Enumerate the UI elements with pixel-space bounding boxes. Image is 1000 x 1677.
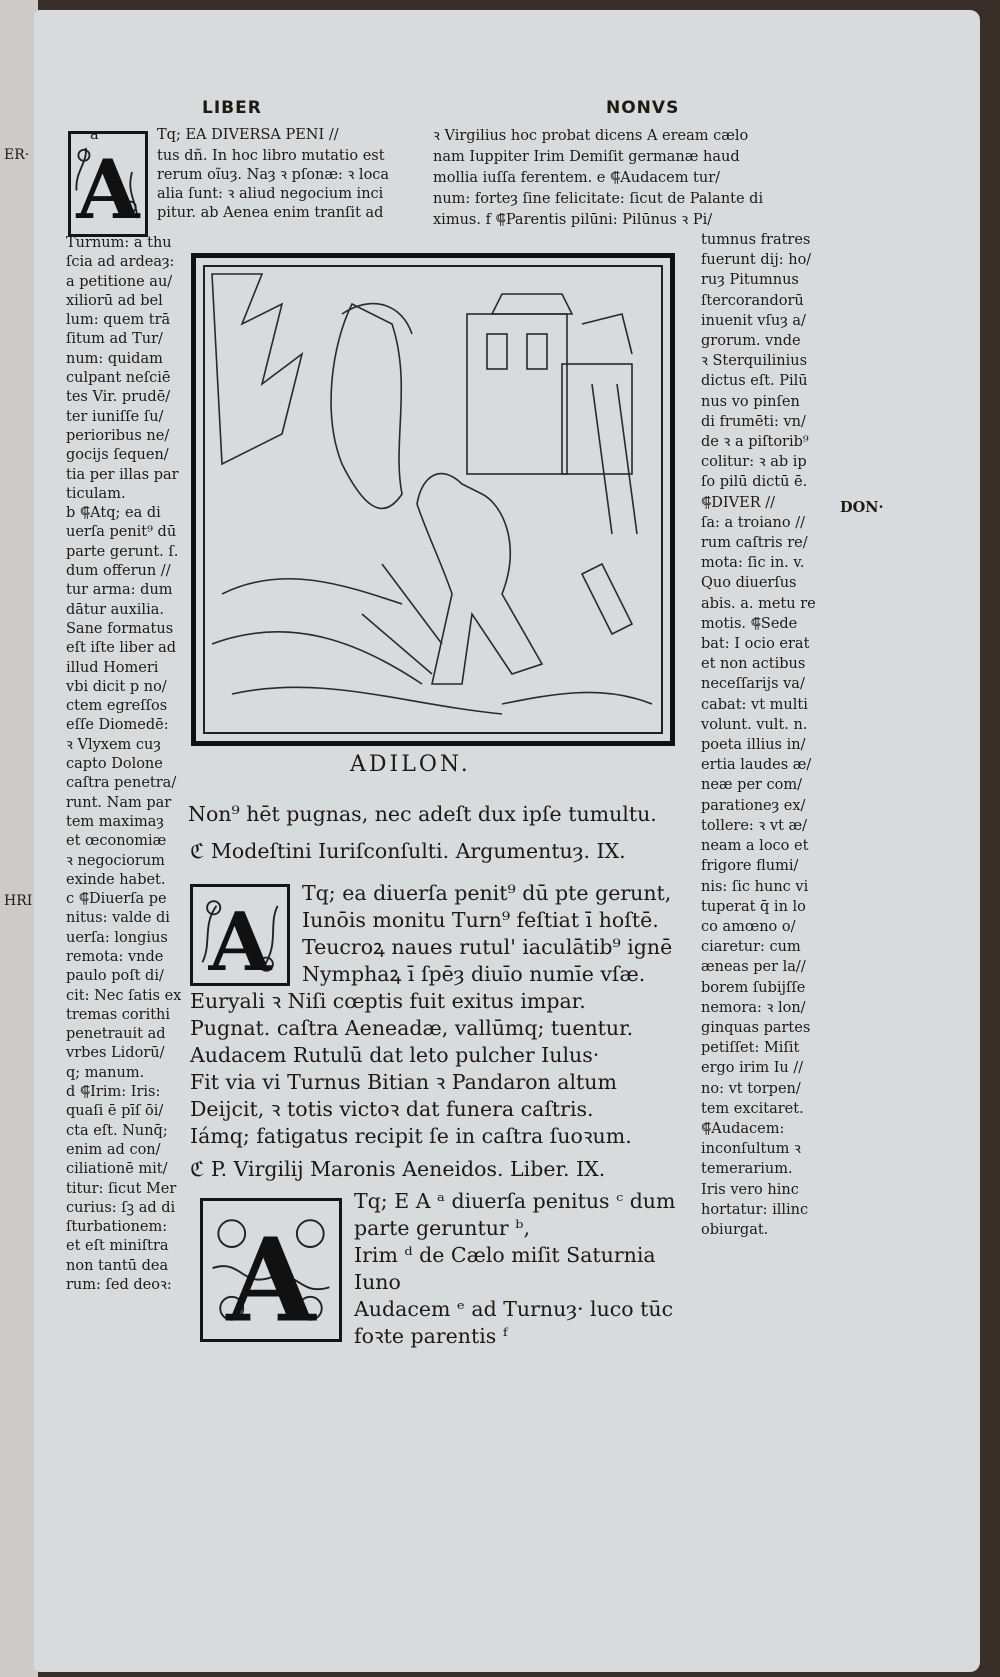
commentary-line: dātur auxilia. [66, 601, 164, 618]
commentary-line: ciliationē mit/ [66, 1161, 168, 1178]
commentary-line: tumnus fratres [701, 232, 811, 248]
commentary-line: et non actibus [701, 656, 806, 673]
commentary-line: inuenit vſuȝ a/ [701, 312, 806, 329]
argument-line: Fit via vi Turnus Bitian ꝛ Pandaron altum [190, 1070, 617, 1094]
commentary-line: ciaretur: cum [701, 939, 801, 956]
commentary-line: alia ſunt: ꝛ aliud negocium inci [157, 186, 384, 202]
commentary-top-left [157, 147, 389, 223]
commentary-line: volunt. vult. n. [701, 716, 808, 733]
decorated-initial-a [190, 884, 290, 986]
commentary-line: dum offerun // [66, 563, 171, 580]
running-head-left: LIBER [202, 98, 262, 118]
commentary-line: paulo poſt di/ [66, 968, 164, 985]
commentary-line: c ⸿Diuerſa pe [66, 891, 167, 908]
commentary-line: co amœno o/ [701, 918, 796, 935]
commentary-line: Quo diuerſus [701, 575, 797, 592]
poem-line: Irim ᵈ de Cælo miſit Saturnia [354, 1243, 656, 1267]
commentary-line: uerſa: longius [66, 929, 168, 946]
commentary-line: rerum oĩuȝ. Naȝ ꝛ pſonæ: ꝛ loca [157, 167, 390, 183]
svg-text:A: A [208, 894, 272, 983]
commentary-line: curius: ſꝫ ad di [66, 1199, 176, 1216]
commentary-line: no: vt torpen/ [701, 1080, 801, 1097]
commentary-line: borem ſubijſſe [701, 979, 806, 996]
commentary-line: mota: ſic in. v. [701, 555, 805, 572]
commentary-line: penetrauit ad [66, 1026, 166, 1043]
commentary-line: exinde habet. [66, 871, 166, 888]
commentary-line: neam a loco et [701, 838, 809, 855]
woodcut-scene-icon [202, 264, 664, 735]
commentary-line: ꝛ Virgilius hoc probat dicens A eream cælo [433, 128, 749, 144]
commentary-line: frigore flumi/ [701, 858, 799, 875]
commentary-line: colitur: ꝛ ab ip [701, 454, 807, 471]
commentary-line: temerarium. [701, 1161, 793, 1178]
commentary-line: cit: Nec ſatis ex [66, 987, 182, 1004]
running-head-right: NONVS [606, 98, 680, 118]
commentary-line: Sane formatus [66, 620, 174, 637]
initial-a-icon [71, 134, 145, 234]
argument-line: Nymphaꝝ ī ſpēȝ diuīo numīe vſæ. [302, 962, 646, 986]
commentary-line: ſcia ad ardeaȝ: [66, 254, 175, 271]
commentary-line: enim ad con/ [66, 1141, 161, 1158]
argument-line: Tq; ea diuerſa penit⁹ dū pte gerunt, [302, 881, 672, 905]
commentary-line: tem maximaȝ [66, 813, 164, 830]
argument-line: Euryali ꝛ Niſi cœptis fuit exitus impar. [190, 989, 586, 1013]
commentary-line: di frumēti: vn/ [701, 413, 806, 430]
initial-a-icon [193, 887, 287, 983]
commentary-line: bat: I ocio erat [701, 636, 810, 653]
poem-line: Iuno [354, 1270, 401, 1294]
poem-line: Tq; E A ᵃ diuerſa penitus ᶜ dum [354, 1189, 676, 1213]
commentary-line: tus dñ. In hoc libro mutatio est [157, 148, 385, 164]
commentary-line: runt. Nam par [66, 794, 172, 811]
commentary-line: parte gerunt. ſ. [66, 543, 179, 560]
argument-opening [302, 880, 672, 988]
commentary-line: neæ per com/ [701, 777, 803, 794]
prev-margin-note: ER· [4, 147, 30, 163]
commentary-line: et œconomiæ [66, 833, 167, 850]
argument-line: Iunōis monitu Turn⁹ feſtiat ī hoſtē. [302, 908, 659, 932]
previous-page-edge [0, 0, 38, 1677]
commentary-line: d ⸿Irim: Iris: [66, 1084, 161, 1101]
commentary-line: ertia laudes æ/ [701, 757, 812, 774]
commentary-line: illud Homeri [66, 659, 159, 676]
commentary-line: num: forteȝ ſine felicitate: ſicut de Palante di [433, 191, 764, 207]
commentary-line: num: quidam [66, 350, 163, 367]
commentary-line: eſſe Diomedē: [66, 717, 169, 734]
commentary-line: pitur. ab Aenea enim tranſit ad [157, 205, 384, 221]
commentary-line: rum: ſed deoꝛ: [66, 1277, 172, 1294]
commentary-line: q; manum. [66, 1064, 145, 1081]
commentary-line: ⸿Audacem: [701, 1120, 785, 1137]
commentary-line: tem excitaret. [701, 1100, 804, 1117]
commentary-line: a petitione au/ [66, 273, 173, 290]
commentary-line: remota: vnde [66, 948, 164, 965]
commentary-line: petiſſet: Miſit [701, 1040, 800, 1057]
commentary-line: ter iuniſſe ſu/ [66, 408, 164, 425]
commentary-line: mollia iuſſa ferentem. e ⸿Audacem tur/ [433, 170, 721, 186]
poem-line: parte geruntur ᵇ, [354, 1216, 530, 1240]
commentary-line: capto Dolone [66, 756, 163, 773]
commentary-line: ruȝ Pitumnus [701, 272, 799, 289]
commentary-line: culpant neſciē [66, 370, 171, 387]
decorated-initial-a [68, 131, 148, 237]
commentary-line: ſitum ad Tur/ [66, 331, 163, 348]
commentary-line: ꝛ Vlyxem cuȝ [66, 736, 161, 753]
commentary-line: Turnum: a thu [66, 235, 172, 251]
commentary-line: ginquas partes [701, 1019, 811, 1036]
commentary-number: a [90, 127, 99, 143]
poem-line: Audacem ᵉ ad Turnuȝ· luco tūc [354, 1297, 674, 1321]
commentary-line: tur arma: dum [66, 582, 173, 599]
commentary-line: nitus: valde di [66, 910, 170, 927]
commentary-line: ꝛ negociorum [66, 852, 165, 869]
argument-line: Teucroꝝ naues rutul' iaculātib⁹ ignē [302, 935, 673, 959]
commentary-line: quaſi ē pīſ ōi/ [66, 1103, 164, 1120]
margin-note-right: DON· [840, 499, 884, 516]
commentary-line: parationeȝ ex/ [701, 797, 806, 814]
commentary-line: de ꝛ a piſtorib⁹ [701, 434, 809, 451]
commentary-line: tuperat q̄ in lo [701, 898, 806, 915]
woodcut-illustration [191, 253, 675, 746]
commentary-line: caſtra penetra/ [66, 775, 177, 792]
commentary-line: rum caſtris re/ [701, 535, 808, 552]
argument-lines [190, 988, 633, 1150]
argument-line: Pugnat. caſtra Aeneadæ, vallūmq; tuentur. [190, 1016, 634, 1040]
poem-lines [354, 1188, 675, 1350]
commentary-line: ꝛ Sterquilinius [701, 353, 808, 370]
commentary-line: non tantū dea [66, 1257, 169, 1274]
verse-line: Non⁹ hēt pugnas, nec adeſt dux ipſe tumultu. [188, 802, 657, 826]
poem-line: foꝛte parentis ᶠ [354, 1324, 508, 1348]
commentary-line: vbi dicit p no/ [66, 678, 167, 695]
commentary-line: inconſultum ꝛ [701, 1141, 801, 1158]
woodcut-caption: ADILON. [350, 752, 471, 777]
commentary-line: ⸿DIVER // [701, 494, 775, 511]
prev-margin-note: HRI [4, 893, 33, 909]
commentary-line: nemora: ꝛ lon/ [701, 999, 806, 1016]
commentary-line: obiurgat. [701, 1221, 769, 1238]
commentary-line: dictus eſt. Pilū [701, 373, 808, 390]
commentary-line: uerſa penit⁹ dū [66, 524, 177, 541]
commentary-line: Iris vero hinc [701, 1181, 799, 1198]
commentary-line: lum: quem trā [66, 312, 171, 329]
commentary-line: ergo irim Iu // [701, 1060, 804, 1077]
commentary-line: ſa: a troiano // [701, 514, 805, 531]
svg-text:A: A [226, 1213, 316, 1339]
commentary-right-column [701, 230, 816, 1240]
argument-title: ℭ Modeſtini Iuriſconſulti. Argumentuȝ. IX. [190, 839, 626, 863]
commentary-line: xiliorū ad bel [66, 292, 163, 309]
commentary-line: neceſſarijs va/ [701, 676, 805, 693]
commentary-top-right [433, 126, 763, 231]
commentary-line: perioribus ne/ [66, 427, 170, 444]
commentary-line: tollere: ꝛ vt æ/ [701, 817, 808, 834]
argument-line: Iámq; fatigatus recipit ſe in caſtra ſuoꝛum. [190, 1124, 632, 1148]
commentary-line: nus vo pinſen [701, 393, 800, 410]
commentary-line: poeta illius in/ [701, 737, 806, 754]
book-heading: ℭ P. Virgilij Maronis Aeneidos. Liber. IX. [190, 1157, 606, 1181]
commentary-line: ſturbationem: [66, 1219, 168, 1236]
commentary-line: ticulam. [66, 485, 126, 502]
commentary-first-line: Tq; EA DIVERSA PENI // [157, 127, 339, 143]
commentary-line: et eſt miniſtra [66, 1238, 169, 1255]
svg-text:A: A [76, 143, 140, 234]
commentary-line: fuerunt dij: ho/ [701, 252, 812, 269]
argument-line: Audacem Rutulū dat leto pulcher Iulus· [190, 1043, 600, 1067]
decorated-initial-a [200, 1198, 342, 1342]
commentary-line: ſtercorandorū [701, 292, 804, 309]
commentary-line: nam Iuppiter Irim Demiſit germanæ haud [433, 149, 740, 165]
initial-a-icon [203, 1201, 339, 1339]
argument-line: Deijcit, ꝛ totis victoꝛ dat funera caſtris. [190, 1097, 594, 1121]
commentary-line: nis: ſic hunc vi [701, 878, 809, 895]
commentary-line: grorum. vnde [701, 333, 801, 350]
commentary-line: ſo pilū dictū ē. [701, 474, 808, 491]
commentary-line: gocijs ſequen/ [66, 447, 169, 464]
commentary-line: vrbes Lidorū/ [66, 1045, 165, 1062]
commentary-line: tia per illas par [66, 466, 179, 483]
commentary-line: tremas corithi [66, 1006, 171, 1023]
commentary-line: motis. ⸿Sede [701, 615, 798, 632]
commentary-line: cta eſt. Nunq̄; [66, 1122, 168, 1139]
commentary-line: æneas per la// [701, 959, 806, 976]
commentary-line: ctem egreſſos [66, 698, 168, 715]
commentary-line: abis. a. metu re [701, 595, 816, 612]
commentary-line: tes Vir. prudē/ [66, 389, 171, 406]
commentary-line: cabat: vt multi [701, 696, 808, 713]
commentary-left-column [66, 234, 181, 1295]
commentary-line: b ⸿Atq; ea di [66, 505, 161, 522]
commentary-line: eſt iſte liber ad [66, 640, 177, 657]
commentary-line: titur: ſicut Mer [66, 1180, 177, 1197]
commentary-line: hortatur: illinc [701, 1201, 809, 1218]
commentary-line: ximus. f ⸿Parentis pilūni: Pilūnus ꝛ Pi/ [433, 212, 713, 228]
